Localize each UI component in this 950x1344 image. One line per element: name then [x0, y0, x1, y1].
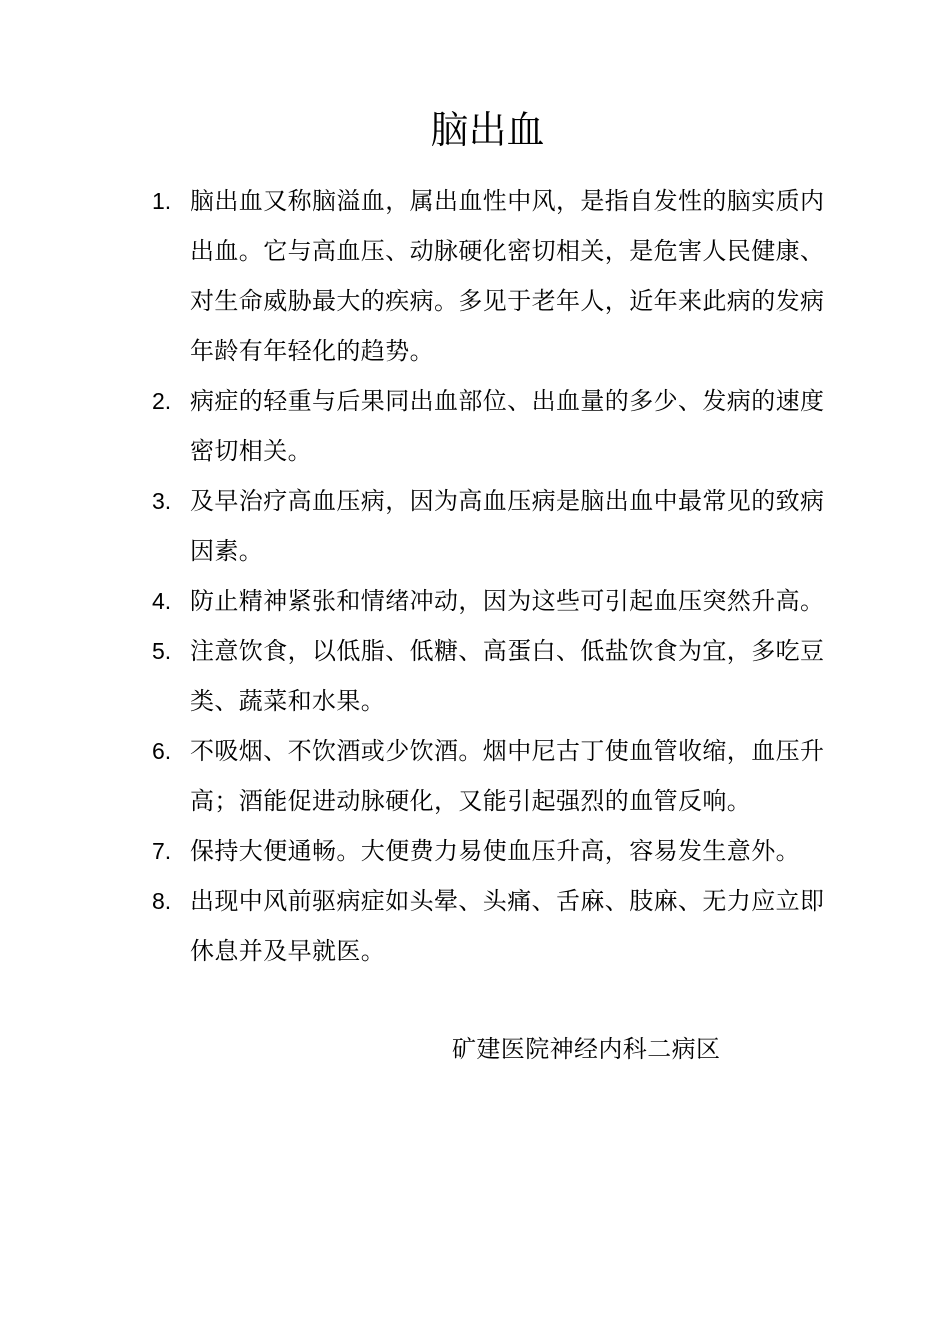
- list-item: [152, 476, 832, 576]
- department-signature: 矿建医院神经内科二病区: [452, 1035, 721, 1063]
- list-item: [152, 826, 832, 876]
- document-title: 脑出血: [430, 108, 545, 152]
- list-item: [152, 576, 832, 626]
- item-text: 注意饮食，以低脂、低糖、高蛋白、低盐饮食为宜，多吃豆类、蔬菜和水果。: [190, 637, 825, 715]
- item-text: 出现中风前驱病症如头晕、头痛、舌麻、肢麻、无力应立即休息并及早就医。: [190, 887, 825, 965]
- item-number: 1.: [152, 188, 172, 214]
- list-item: [152, 176, 832, 376]
- list-item: [152, 876, 832, 976]
- item-number: 7.: [152, 838, 172, 864]
- item-number: 8.: [152, 888, 172, 914]
- item-text: 病症的轻重与后果同出血部位、出血量的多少、发病的速度密切相关。: [190, 387, 825, 465]
- item-number: 3.: [152, 488, 172, 514]
- item-number: 6.: [152, 738, 172, 764]
- item-text: 脑出血又称脑溢血，属出血性中风，是指自发性的脑实质内出血。它与高血压、动脉硬化密切相关，是危害人民健康、对生命威胁最大的疾病。多见于老年人，近年来此病的发病年龄有年轻化的趋势。: [190, 187, 825, 365]
- list-item: [152, 726, 832, 826]
- item-text: 保持大便通畅。大便费力易使血压升高，容易发生意外。: [190, 837, 800, 865]
- item-number: 2.: [152, 388, 172, 414]
- item-text: 不吸烟、不饮酒或少饮酒。烟中尼古丁使血管收缩，血压升高；酒能促进动脉硬化，又能引起强烈的血管反响。: [190, 737, 825, 815]
- list-item: [152, 626, 832, 726]
- advice-list: [152, 176, 832, 976]
- item-number: 5.: [152, 638, 172, 664]
- item-number: 4.: [152, 588, 172, 614]
- item-text: 及早治疗高血压病，因为高血压病是脑出血中最常见的致病因素。: [190, 487, 825, 565]
- list-item: [152, 376, 832, 476]
- item-text: 防止精神紧张和情绪冲动，因为这些可引起血压突然升高。: [190, 587, 825, 615]
